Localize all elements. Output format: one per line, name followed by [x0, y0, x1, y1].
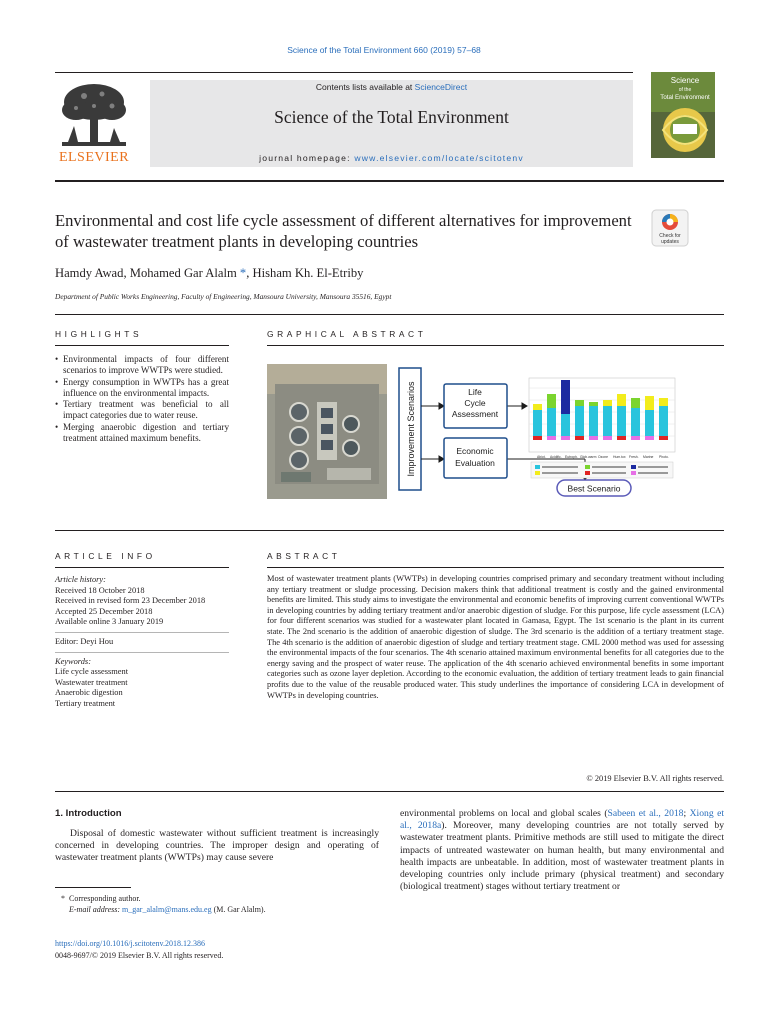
mini-bar-segment — [617, 394, 626, 406]
mini-bar-segment — [547, 394, 556, 408]
best-scenario-label: Best Scenario — [567, 483, 621, 494]
svg-text:Evaluation: Evaluation — [455, 458, 495, 468]
editor: Editor: Deyi Hou — [55, 636, 114, 646]
mini-bar-negative — [631, 436, 640, 440]
email-label: E-mail address: — [69, 904, 123, 914]
received-date: Received 18 October 2018 — [55, 585, 145, 595]
mini-bar-segment — [575, 400, 584, 406]
article-title: Environmental and cost life cycle assessment of different alternatives for improvement of wastewater treatment plants in developing countries — [55, 211, 632, 251]
mini-bar-negative — [575, 436, 584, 440]
svg-text:Assessment: Assessment — [451, 409, 499, 419]
mini-bar-segment — [533, 404, 542, 410]
mini-bar-segment — [659, 398, 668, 406]
homepage-prefix: journal homepage: — [259, 153, 355, 163]
mini-bar-segment — [589, 402, 598, 406]
svg-text:Marine: Marine — [643, 455, 654, 459]
journal-name: Science of the Total Environment — [274, 107, 509, 127]
footnote-rule — [55, 887, 131, 888]
intro-text: environmental problems on local and global scales ( — [400, 808, 608, 819]
svg-text:Economic: Economic — [456, 446, 494, 456]
footnote-star: * — [61, 894, 65, 903]
homepage-line — [150, 153, 633, 163]
graphical-abstract-heading: GRAPHICAL ABSTRACT — [267, 329, 427, 339]
highlight-item: • Energy consumption in WWTPs has a great influence on the environmental impacts. — [55, 377, 229, 400]
footnote — [55, 894, 379, 915]
history-label: Article history: — [55, 575, 106, 584]
accepted-date: Accepted 25 December 2018 — [55, 606, 153, 616]
elsevier-logo[interactable] — [54, 80, 134, 166]
keyword: Tertiary treatment — [55, 698, 116, 708]
mini-bar-negative — [533, 436, 542, 440]
affiliation-rule — [55, 314, 724, 315]
introduction-paragraph: Disposal of domestic wastewater without sufficient treatment is increasingly concerned in developing countries. The improper design and operating of wastewater treatment plants (WWTPs) may cause severe — [55, 828, 379, 864]
svg-text:Hum.tox: Hum.tox — [613, 455, 626, 459]
svg-text:Ozone: Ozone — [598, 455, 608, 459]
sciencedirect-link[interactable]: ScienceDirect — [414, 82, 468, 92]
mini-bar-negative — [659, 436, 668, 440]
graphical-abstract — [267, 364, 727, 504]
reference-link[interactable]: Sabeen et al., 2018 — [607, 808, 684, 819]
highlights-heading: HIGHLIGHTS — [55, 329, 143, 339]
elsevier-wordmark: ELSEVIER — [58, 150, 130, 165]
mini-bar-negative — [645, 436, 654, 440]
corresponding-author-label: Corresponding author. — [69, 894, 141, 903]
highlights-rule — [55, 345, 229, 346]
article-info-heading: ARTICLE INFO — [55, 551, 156, 561]
authors-rest: , Hisham Kh. El-Etriby — [246, 266, 364, 280]
highlights-list — [55, 354, 229, 444]
online-date: Available online 3 January 2019 — [55, 617, 164, 627]
mini-bar-negative — [603, 436, 612, 440]
abstract-text: Most of wastewater treatment plants (WWTPs) in developing countries comprised primary and secondary treatment without including any tertiary treatment or sludge processing. Decision makers think that additional treatment is costly and the gained environmental benefits are limited. This study aims to investigate the environmental and economic benefits of improving current conventional WWTPs in developing countries by adding tertiary treatment and/or anaerobic digestion of sludge. For this purpose, life cycle assessment (LCA) for four different scenarios was studied for a wastewater plant located in Gamasa, Egypt. The 1st scenario is the plant in its current state. The 2nd scenario is the addition of anaerobic digestion of sludge. The 3rd scenario is the addition of a tertiary treatment stage. The 4th scenario is the addition of anaerobic digestion of sludge and tertiary treatment stage. CML 2000 method was used for assessing the environmental impacts of the four scenarios. The 4th scenario attained maximum environmental benefits for all categories due to the energy saving and the prospect of water reuse. The application of the 4th scenario achieved environmental benefits in some important categories such as ozone layer depletion. According to the economic evaluation, the addition of tertiary treatment leads to gain financial profits due to the value of the reusable produced water. This study underlines the importance of considering LCA in development of WWTPs in developing countries. — [267, 574, 724, 700]
email-link[interactable]: m_gar_alalm@mans.edu.eg — [122, 904, 212, 914]
mini-bar — [547, 408, 556, 436]
cover-title-3: Total Environment — [660, 94, 710, 101]
svg-text:Eutroph.: Eutroph. — [565, 455, 578, 459]
abstract-heading: ABSTRACT — [267, 551, 341, 561]
info-divider — [55, 652, 229, 653]
mini-bar — [631, 408, 640, 436]
mini-bar-segment — [631, 398, 640, 408]
mini-bar — [589, 406, 598, 436]
abstract-copyright: © 2019 Elsevier B.V. All rights reserved. — [586, 774, 724, 783]
mini-bar-negative — [561, 436, 570, 440]
mini-bar-negative — [547, 436, 556, 440]
article-info — [55, 575, 235, 710]
contents-prefix: Contents lists available at — [315, 82, 415, 92]
keyword: Anaerobic digestion — [55, 688, 123, 698]
cover-title-2: of the — [678, 87, 692, 93]
svg-text:Acidific.: Acidific. — [550, 455, 562, 459]
keyword: Life cycle assessment — [55, 667, 129, 677]
corresponding-author-mark[interactable]: * — [236, 266, 247, 280]
header-rule-bottom — [55, 180, 724, 182]
mini-bar-negative — [589, 436, 598, 440]
abstract-rule — [267, 567, 724, 568]
mini-bar — [575, 406, 584, 436]
article-info-rule — [55, 567, 229, 568]
svg-text:Cycle: Cycle — [464, 398, 486, 408]
cover-title-1: Science — [670, 76, 700, 85]
svg-text:Life: Life — [468, 387, 482, 397]
check-badge-line1: Check for — [659, 233, 681, 239]
improvement-scenarios-label: Improvement Scenarios — [406, 381, 416, 477]
journal-citation[interactable]: Science of the Total Environment 660 (2019) 57–68 — [287, 45, 481, 55]
check-for-updates-badge[interactable] — [651, 209, 689, 247]
mini-bar-segment — [645, 396, 654, 410]
email-suffix: (M. Gar Alalm). — [211, 904, 266, 914]
mini-bar — [617, 406, 626, 436]
lca-results-chart — [529, 378, 675, 478]
keyword: Wastewater treatment — [55, 677, 128, 687]
mini-bar — [603, 406, 612, 436]
intro-text: ). Moreover, many developing countries are not totally served by wastewater treatment plants. Primitive methods are still used to mitigate the direct impacts of untreated wastewater on human health, but many environmental and health impacts are unbeatable. In addition, most of wastewater treatment plants in developing countries only include primary (physical treatment) and secondary (biological treatment) stages without tertiary treatment or — [400, 820, 724, 893]
graphical-abstract-figure — [267, 364, 727, 504]
affiliation: Department of Public Works Engineering, Faculty of Engineering, Mansoura University, Mansoura 35516, Egypt — [55, 292, 392, 301]
svg-text:Photo.: Photo. — [659, 455, 669, 459]
journal-cover[interactable] — [651, 72, 715, 158]
mini-bar-negative — [617, 436, 626, 440]
mini-bar — [533, 410, 542, 436]
reference-link[interactable]: Xiong et al., 2018a — [400, 808, 724, 832]
revised-date: Received in revised form 23 December 2018 — [55, 596, 206, 606]
homepage-link[interactable]: www.elsevier.com/locate/scitotenv — [354, 153, 524, 163]
abstract-bottom-rule — [55, 791, 724, 792]
header-rule — [55, 72, 633, 73]
highlight-item: • Merging anaerobic digestion and tertiary treatment attained maximum benefits. — [55, 422, 229, 445]
intro-text: ; — [683, 808, 690, 819]
introduction-continuation — [400, 808, 724, 893]
graphical-abstract-bottom-rule — [55, 530, 724, 531]
mini-bar-segment — [603, 400, 612, 406]
authors-first: Hamdy Awad, Mohamed Gar Alalm — [55, 266, 237, 280]
keywords-label: Keywords: — [55, 656, 91, 666]
info-divider — [55, 632, 229, 633]
svg-text:Abiot.: Abiot. — [537, 455, 546, 459]
cover-image — [651, 72, 715, 158]
plant-aerial-photo — [267, 364, 387, 499]
mini-bar-segment — [561, 380, 570, 414]
highlight-item: • Tertiary treatment was beneficial to all impact categories due to water reuse. — [55, 399, 229, 422]
highlight-item: • Environmental impacts of four different scenarios to improve WWTPs were studied. — [55, 354, 229, 377]
author-list — [55, 266, 363, 281]
mini-bar — [645, 410, 654, 436]
issn-line: 0048-9697/© 2019 Elsevier B.V. All rights reserved. — [55, 951, 224, 960]
svg-text:Fresh.: Fresh. — [629, 455, 639, 459]
introduction-heading: 1. Introduction — [55, 808, 122, 819]
tree-icon — [54, 80, 134, 150]
check-updates-icon — [651, 209, 689, 247]
check-badge-line2: updates — [661, 239, 679, 245]
graphical-abstract-rule — [267, 345, 724, 346]
mini-bar — [659, 406, 668, 436]
contents-line — [150, 82, 633, 92]
svg-text:Glob.warm: Glob.warm — [580, 455, 597, 459]
doi-link[interactable]: https://doi.org/10.1016/j.scitotenv.2018.12.386 — [55, 939, 205, 948]
mini-bar — [561, 414, 570, 436]
